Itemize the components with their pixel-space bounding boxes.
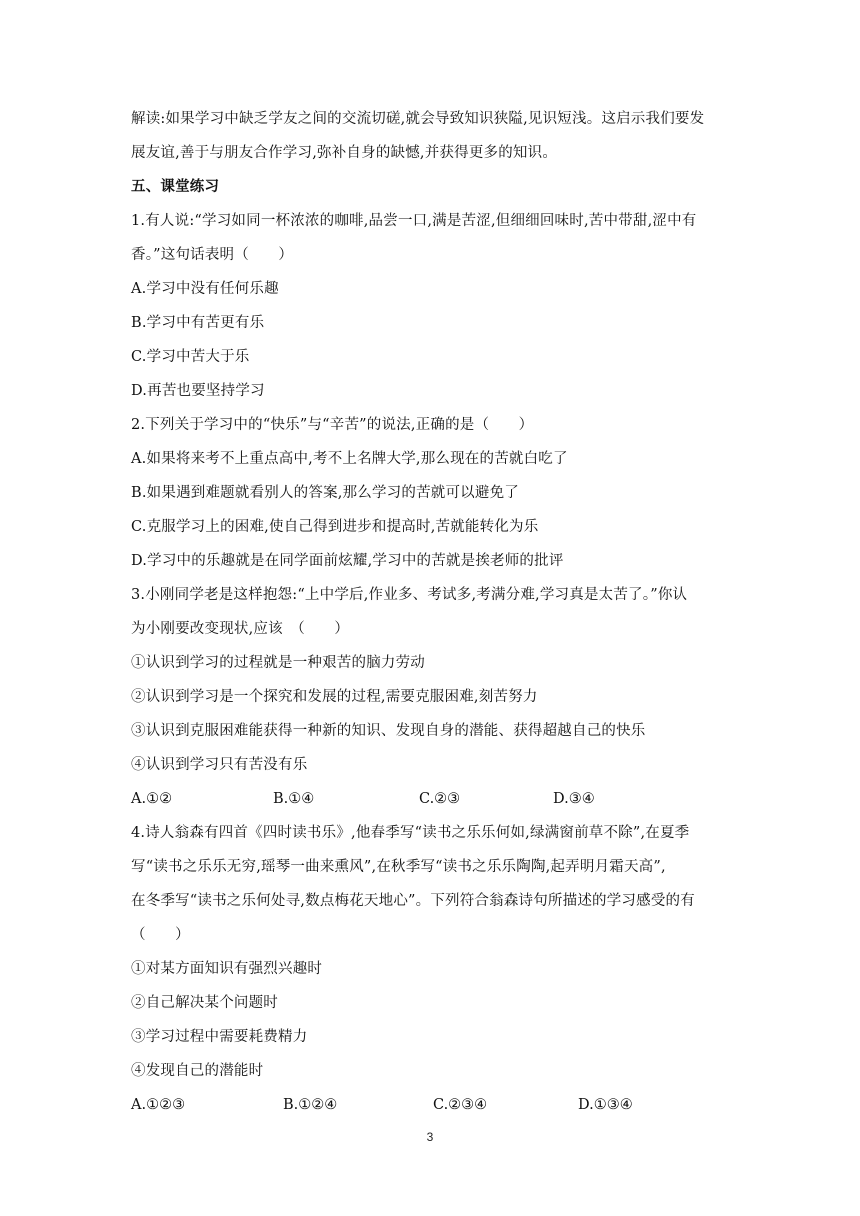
q3-statement-2: ②认识到学习是一个探究和发展的过程,需要克服困难,刻苦努力 bbox=[131, 689, 538, 705]
q3-option-d: D.③④ bbox=[553, 791, 595, 807]
q2-option-d: D.学习中的乐趣就是在同学面前炫耀,学习中的苦就是挨老师的批评 bbox=[131, 553, 564, 569]
q3-stem-line-1: 3.小刚同学老是这样抱怨:“上中学后,作业多、考试多,考满分难,学习真是太苦了。”你认 bbox=[131, 587, 688, 603]
q4-statement-4: ④发现自己的潜能时 bbox=[131, 1063, 264, 1079]
q4-statement-3: ③学习过程中需要耗费精力 bbox=[131, 1029, 308, 1045]
q4-option-c: C.②③④ bbox=[433, 1097, 488, 1113]
page-number: 3 bbox=[426, 1130, 434, 1144]
interpretation-line-2: 展友谊,善于与朋友合作学习,弥补自身的缺憾,并获得更多的知识。 bbox=[131, 145, 558, 161]
section-title: 五、课堂练习 bbox=[131, 179, 220, 195]
q4-stem-line-1: 4.诗人翁森有四首《四时读书乐》,他春季写“读书之乐乐何如,绿满窗前草不除”,在夏季 bbox=[131, 825, 690, 841]
q1-option-a: A.学习中没有任何乐趣 bbox=[131, 281, 279, 297]
q4-option-a: A.①②③ bbox=[131, 1097, 186, 1113]
q4-option-b: B.①②④ bbox=[283, 1097, 338, 1113]
q3-option-c: C.②③ bbox=[419, 791, 461, 807]
q4-option-d: D.①③④ bbox=[578, 1097, 633, 1113]
q3-statement-4: ④认识到学习只有苦没有乐 bbox=[131, 757, 308, 773]
q3-option-a: A.①② bbox=[131, 791, 173, 807]
q1-stem-line-1: 1.有人说:“学习如同一杯浓浓的咖啡,品尝一口,满是苦涩,但细细回味时,苦中带甜,涩中有 bbox=[131, 213, 697, 229]
q2-stem: 2.下列关于学习中的“快乐”与“辛苦”的说法,正确的是（ ） bbox=[131, 417, 534, 433]
q3-statement-1: ①认识到学习的过程就是一种艰苦的脑力劳动 bbox=[131, 655, 425, 671]
q2-option-b: B.如果遇到难题就看别人的答案,那么学习的苦就可以避免了 bbox=[131, 485, 519, 501]
q3-option-b: B.①④ bbox=[273, 791, 315, 807]
interpretation-line-1: 解读:如果学习中缺乏学友之间的交流切磋,就会导致知识狭隘,见识短浅。这启示我们要发 bbox=[131, 111, 705, 127]
q1-option-d: D.再苦也要坚持学习 bbox=[131, 383, 265, 399]
q4-stem-line-3: 在冬季写“读书之乐何处寻,数点梅花天地心”。下列符合翁森诗句所描述的学习感受的有 bbox=[131, 893, 695, 909]
q4-stem-line-2: 写“读书之乐乐无穷,瑶琴一曲来熏风”,在秋季写“读书之乐乐陶陶,起弄明月霜天高”, bbox=[131, 859, 666, 875]
q2-option-a: A.如果将来考不上重点高中,考不上名牌大学,那么现在的苦就白吃了 bbox=[131, 451, 568, 467]
q3-statement-3: ③认识到克服困难能获得一种新的知识、发现自身的潜能、获得超越自己的快乐 bbox=[131, 723, 646, 739]
q4-statement-1: ①对某方面知识有强烈兴趣时 bbox=[131, 961, 323, 977]
q2-option-c: C.克服学习上的困难,使自己得到进步和提高时,苦就能转化为乐 bbox=[131, 519, 539, 535]
q3-stem-line-2: 为小刚要改变现状,应该 （ ） bbox=[131, 621, 350, 637]
q1-option-b: B.学习中有苦更有乐 bbox=[131, 315, 265, 331]
q4-stem-line-4: （ ） bbox=[131, 927, 190, 943]
q4-statement-2: ②自己解决某个问题时 bbox=[131, 995, 278, 1011]
q1-stem-line-2: 香。”这句话表明（ ） bbox=[131, 247, 294, 263]
q1-option-c: C.学习中苦大于乐 bbox=[131, 349, 250, 365]
